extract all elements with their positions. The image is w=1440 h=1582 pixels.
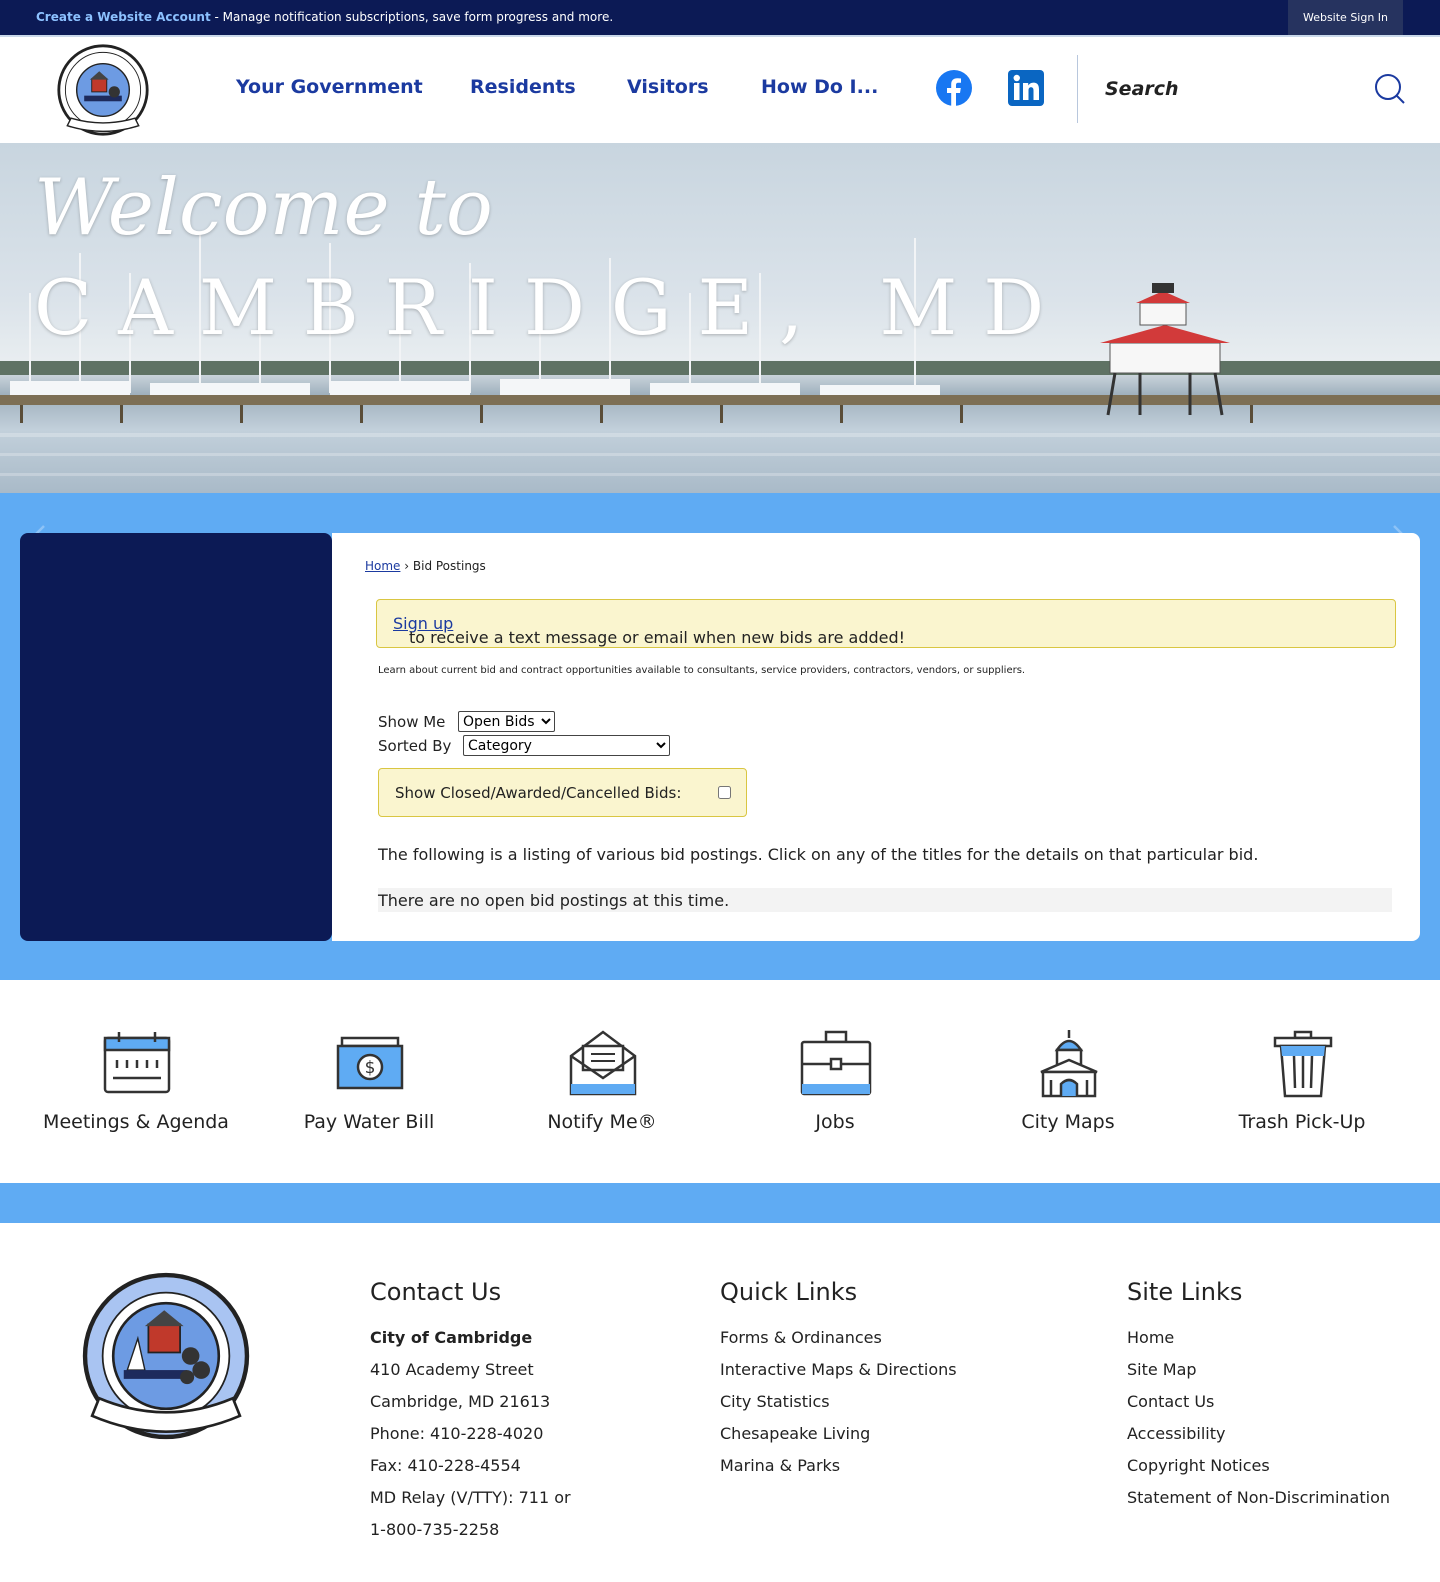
footer-band (0, 1183, 1440, 1223)
quick-link-label: Notify Me® (547, 1111, 657, 1133)
quick-link-trash[interactable] (1187, 980, 1417, 1183)
contact-line: Cambridge, MD 21613 (370, 1392, 551, 1411)
contact-fax: Fax: 410-228-4554 (370, 1456, 521, 1475)
signup-link[interactable]: Sign up (393, 614, 454, 633)
footer-link-chesapeake[interactable]: Chesapeake Living (720, 1424, 871, 1443)
nav-how-do-i[interactable]: How Do I... (761, 76, 879, 98)
show-closed-box (378, 768, 747, 817)
quick-link-water-bill[interactable] (254, 980, 484, 1183)
no-bids-row (378, 888, 1392, 912)
sorted-by-select[interactable] (463, 735, 670, 756)
quick-link-meetings[interactable] (21, 980, 251, 1183)
quick-link-jobs[interactable] (720, 980, 950, 1183)
create-account-link[interactable]: Create a Website Account (36, 10, 211, 24)
breadcrumb-separator: › (400, 559, 413, 573)
quick-link-label: Pay Water Bill (303, 1111, 435, 1133)
footer-link-non-discrimination[interactable]: Statement of Non-Discrimination (1127, 1488, 1391, 1507)
header-divider (1077, 55, 1078, 123)
linkedin-icon[interactable] (1008, 70, 1044, 106)
footer-link-statistics[interactable]: City Statistics (720, 1392, 830, 1411)
signup-alert (376, 599, 1396, 648)
contact-relay: MD Relay (V/TTY): 711 or (370, 1488, 571, 1507)
footer-link-forms[interactable]: Forms & Ordinances (720, 1328, 882, 1347)
quick-links-bar (0, 980, 1440, 1183)
footer-link-accessibility[interactable]: Accessibility (1127, 1424, 1226, 1443)
footer-link-contact[interactable]: Contact Us (1127, 1392, 1215, 1411)
contact-phone: Phone: 410-228-4020 (370, 1424, 544, 1443)
hero-city-text: CAMBRIDGE, MD (34, 263, 1071, 352)
sign-in-button[interactable]: Website Sign In (1288, 0, 1403, 35)
quick-link-notify-me[interactable] (487, 980, 717, 1183)
account-message-text: - Manage notification subscriptions, save form progress and more. (210, 10, 614, 24)
hero-banner (0, 143, 1440, 493)
breadcrumb-current: Bid Postings (412, 559, 486, 573)
footer-link-site-map[interactable]: Site Map (1127, 1360, 1197, 1379)
footer-quick-links (720, 1278, 957, 1486)
show-closed-label: Show Closed/Awarded/Cancelled Bids: (395, 784, 682, 802)
facebook-icon[interactable] (936, 70, 972, 106)
search-input[interactable] (1105, 73, 1355, 105)
hero-welcome-text: Welcome to (34, 163, 493, 253)
sorted-by-label: Sorted By (378, 737, 452, 755)
account-message (36, 10, 613, 24)
city-seal-logo[interactable] (56, 43, 150, 137)
signup-alert-text: to receive a text message or email when new bids are added! (409, 628, 906, 647)
quick-link-label: Trash Pick-Up (1238, 1111, 1366, 1133)
breadcrumb-home-link[interactable]: Home (365, 559, 401, 573)
sidebar-panel (20, 533, 332, 941)
quick-link-label: Jobs (815, 1111, 855, 1133)
city-seal-footer-logo[interactable] (78, 1268, 254, 1444)
dollar-bill-icon (334, 1028, 406, 1100)
footer-link-maps[interactable]: Interactive Maps & Directions (720, 1360, 957, 1379)
footer-contact (370, 1278, 571, 1550)
footer-link-marina[interactable]: Marina & Parks (720, 1456, 841, 1475)
quick-link-label: Meetings & Agenda (43, 1111, 229, 1133)
city-hall-icon (1033, 1028, 1105, 1100)
contact-heading: Contact Us (370, 1278, 502, 1306)
trash-can-icon (1267, 1028, 1339, 1100)
site-footer (0, 1223, 1440, 1582)
svg-text:$: $ (364, 1058, 376, 1078)
nav-your-government[interactable]: Your Government (236, 76, 423, 98)
footer-link-copyright[interactable]: Copyright Notices (1127, 1456, 1270, 1475)
nav-visitors[interactable]: Visitors (627, 76, 709, 98)
show-closed-checkbox[interactable] (718, 786, 731, 799)
quick-links-heading: Quick Links (720, 1278, 858, 1306)
breadcrumb (365, 559, 486, 573)
quick-link-city-maps[interactable] (953, 980, 1183, 1183)
site-header (0, 35, 1440, 143)
search-icon[interactable] (1374, 73, 1406, 105)
contact-line: 410 Academy Street (370, 1360, 534, 1379)
top-bar (0, 0, 1440, 35)
envelope-icon (567, 1028, 639, 1100)
show-me-label: Show Me (378, 713, 446, 731)
no-bids-text: There are no open bid postings at this time. (378, 891, 730, 910)
footer-site-links (1127, 1278, 1390, 1518)
intro-text: Learn about current bid and contract opportunities available to consultants, service providers, contractors, vendors, or suppliers. (378, 665, 1026, 676)
calendar-icon (101, 1028, 173, 1100)
contact-relay-number: 1-800-735-2258 (370, 1520, 500, 1539)
listing-description: The following is a listing of various bid postings. Click on any of the titles for the details on that particular bid. (378, 845, 1259, 864)
quick-link-label: City Maps (1021, 1111, 1115, 1133)
footer-link-home[interactable]: Home (1127, 1328, 1175, 1347)
site-links-heading: Site Links (1127, 1278, 1243, 1306)
contact-name: City of Cambridge (370, 1328, 533, 1347)
show-me-select[interactable] (458, 711, 555, 732)
briefcase-icon (800, 1028, 872, 1100)
nav-residents[interactable]: Residents (470, 76, 576, 98)
